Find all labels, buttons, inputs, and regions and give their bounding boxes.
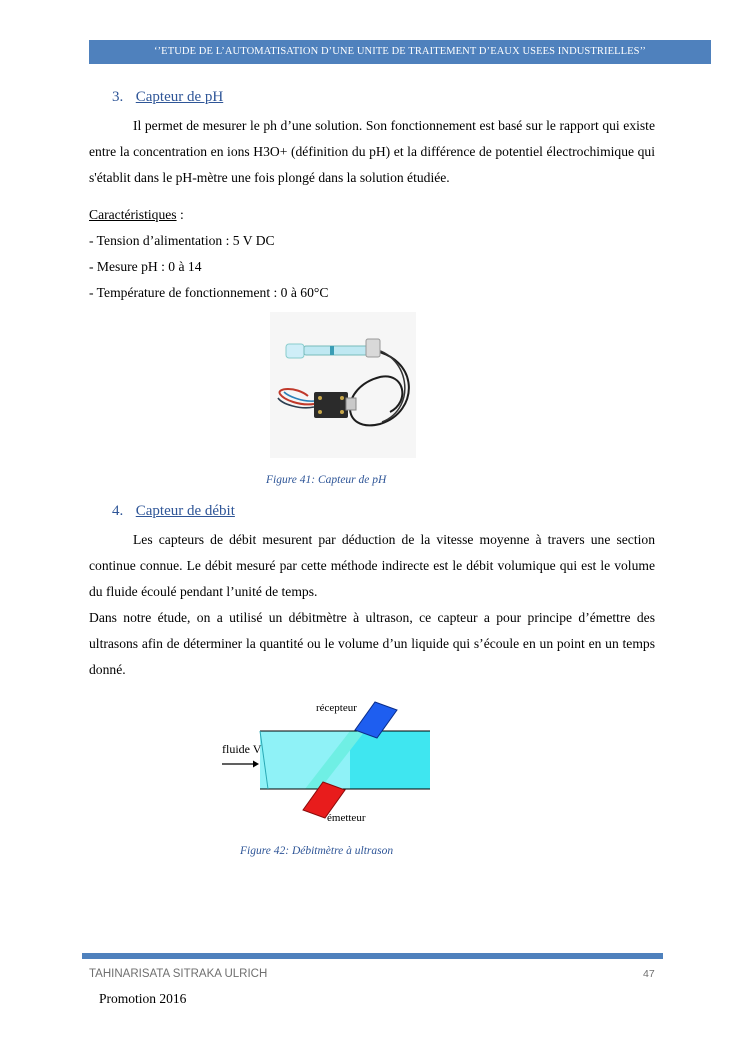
footer-author: TAHINARISATA SITRAKA ULRICH	[89, 968, 268, 980]
ph-sensor-figure	[270, 312, 416, 458]
figure-41-caption: Figure 41: Capteur de pH	[266, 474, 387, 486]
probe-tip	[286, 344, 304, 358]
characteristic-item: - Température de fonctionnement : 0 à 60°C	[89, 285, 329, 300]
sensor-board	[314, 392, 348, 418]
bnc-connector	[346, 398, 356, 410]
figure-background	[270, 312, 416, 458]
characteristic-item: - Tension d’alimentation : 5 V DC	[89, 233, 275, 248]
receiver-label: récepteur	[316, 702, 357, 714]
page-header	[89, 40, 711, 64]
section-4-number: 4.	[112, 503, 124, 519]
footer-bar	[82, 953, 663, 959]
characteristics-label: Caractéristiques	[89, 207, 177, 222]
fluid-label: fluide V	[222, 742, 262, 756]
characteristics-colon: :	[176, 207, 184, 222]
characteristic-item: - Mesure pH : 0 à 14	[89, 259, 202, 274]
section-4-paragraph-block	[89, 527, 655, 683]
section-3-paragraph-block	[89, 113, 655, 191]
probe-body	[304, 346, 368, 355]
header-title: ‘’ETUDE DE L’AUTOMATISATION D’UNE UNITE DE TRAITEMENT D’EAUX USEES INDUSTRIELLES’’	[153, 46, 646, 57]
section-3-paragraph: Il permet de mesurer le ph d’une solution. Son fonctionnement est basé sur le rapport qui existe entre la concentration en ions H3O+ (définition du pH) et la différence de potentiel électrochimique qui s'établit dans le pH-mètre une fois plongé dans la solution étudiée.	[89, 118, 655, 185]
ultrasonic-flowmeter-diagram	[215, 694, 435, 829]
section-3-number: 3.	[112, 89, 124, 105]
section-4-paragraph-2: Dans notre étude, on a utilisé un débitmètre à ultrason, ce capteur a pour principe d’émettre des ultrasons afin de déterminer la quantité ou le volume d’un liquide qui s’écoule en un point en un temps donné.	[89, 610, 655, 677]
footer-promotion: Promotion 2016	[99, 991, 187, 1006]
section-4-heading	[112, 503, 235, 520]
flow-arrow-icon	[253, 761, 259, 768]
probe-cap	[366, 339, 380, 357]
section-3-title: Capteur de pH	[135, 89, 224, 105]
characteristics-heading	[89, 207, 184, 223]
figure-42-caption: Figure 42: Débitmètre à ultrason	[240, 845, 394, 857]
section-4-paragraph-1: Les capteurs de débit mesurent par déduction de la vitesse moyenne à travers une section continue connue. Le débit mesuré par cette méthode indirecte est le débit volumique qui est le volume du fluide écoulé pendant l’unité de temps.	[89, 532, 655, 599]
page-number: 47	[643, 968, 655, 980]
section-3-heading	[112, 89, 223, 106]
emitter-label: émetteur	[327, 812, 366, 824]
section-4-title: Capteur de débit	[135, 503, 235, 519]
